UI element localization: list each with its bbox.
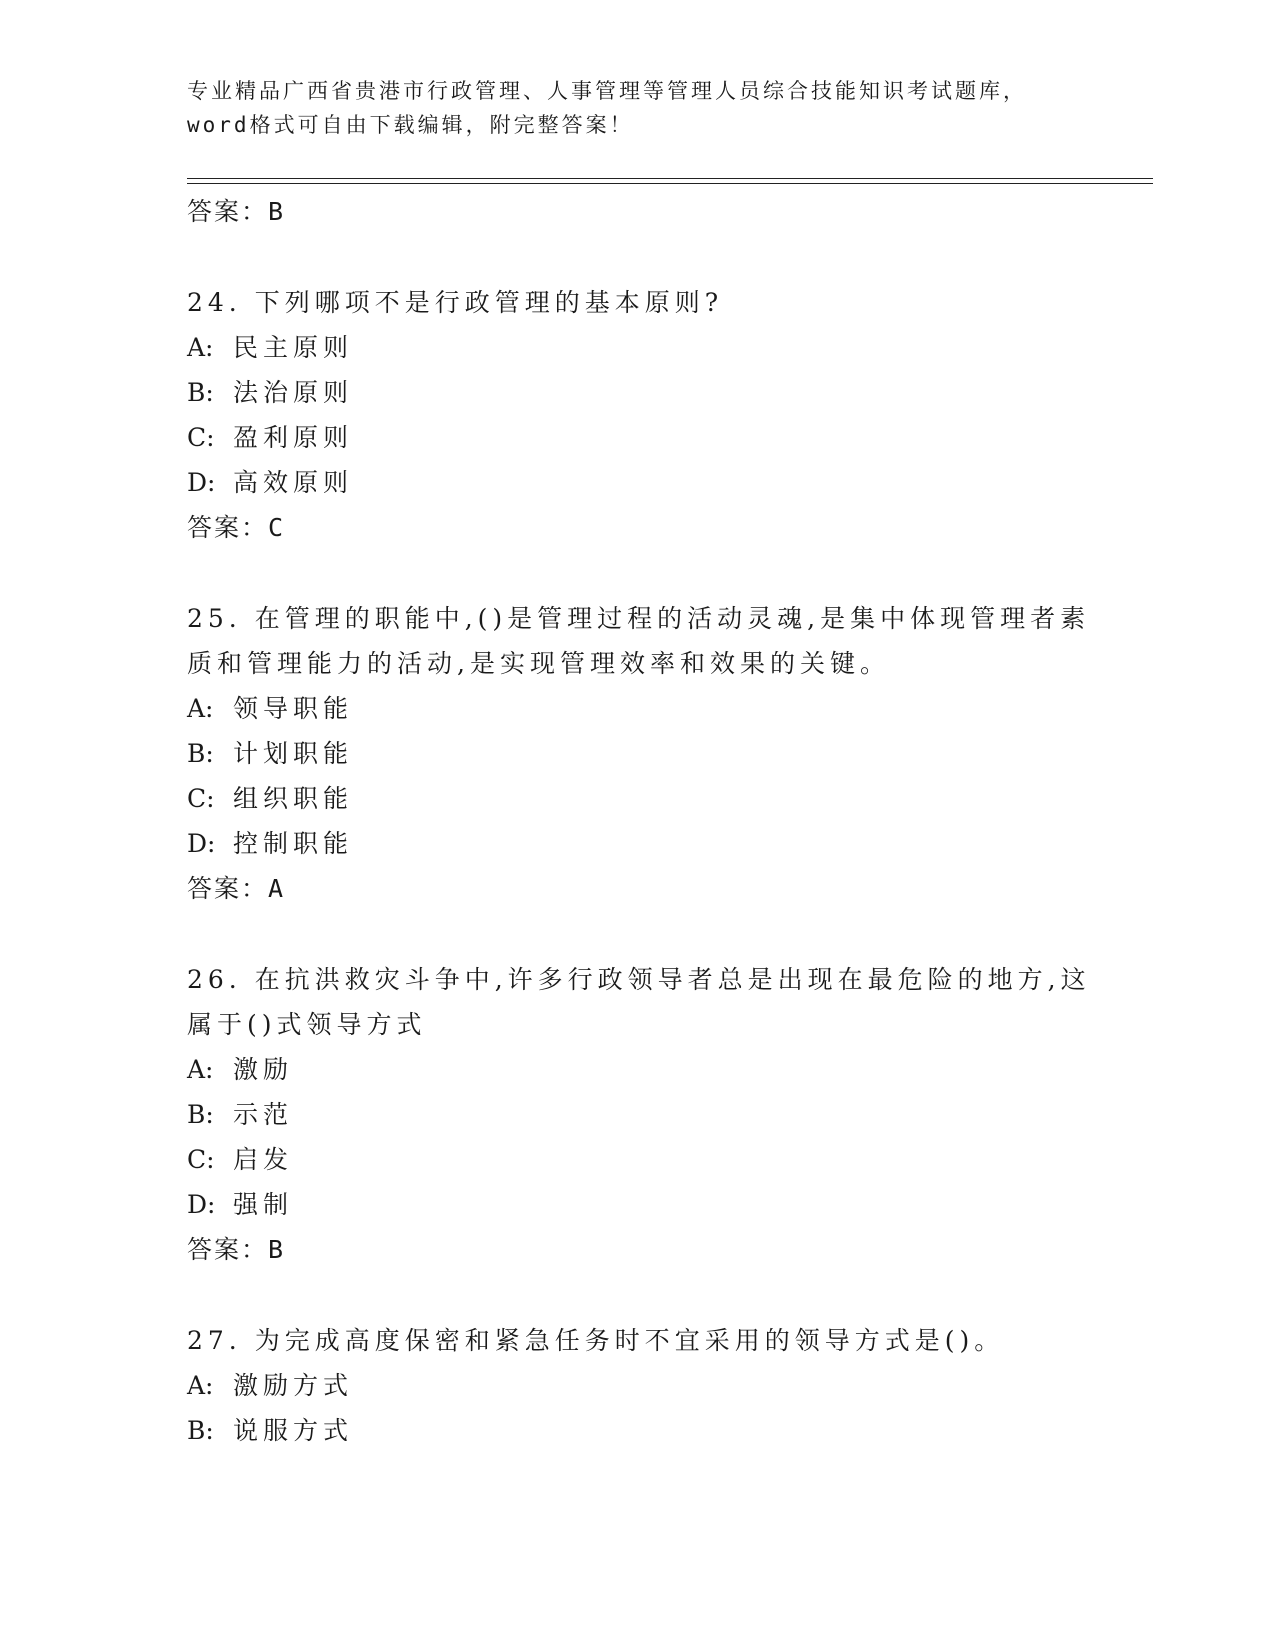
option-key: A:	[187, 333, 214, 362]
option-b	[187, 731, 1147, 776]
option-text: 民主原则	[233, 333, 354, 362]
option-d	[187, 1182, 1147, 1227]
question-content	[187, 189, 1147, 1453]
option-key: D:	[187, 1190, 216, 1219]
option-b	[187, 1092, 1147, 1137]
question-27	[187, 1318, 1147, 1453]
option-text: 计划职能	[233, 739, 354, 768]
option-text: 说服方式	[233, 1416, 354, 1445]
answer-label: 答案：	[187, 874, 269, 903]
answer-value: B	[268, 197, 286, 226]
option-c	[187, 1137, 1147, 1182]
answer-value: A	[268, 874, 286, 903]
question-stem-line-2: 属于()式领导方式	[187, 1010, 427, 1039]
option-text: 强制	[233, 1190, 294, 1219]
option-d	[187, 821, 1147, 866]
question-stem: 24. 下列哪项不是行政管理的基本原则?	[187, 288, 724, 317]
answer-value: B	[268, 1235, 286, 1264]
answer-value: C	[268, 513, 286, 542]
option-text: 高效原则	[233, 468, 354, 497]
option-text: 领导职能	[233, 694, 354, 723]
option-key: B:	[187, 1100, 214, 1129]
option-text: 组织职能	[233, 784, 354, 813]
option-c	[187, 776, 1147, 821]
option-text: 激励	[233, 1055, 294, 1084]
option-key: A:	[187, 694, 214, 723]
header-divider-bottom	[187, 183, 1153, 184]
option-key: B:	[187, 378, 214, 407]
option-key: C:	[187, 1145, 215, 1174]
option-b	[187, 370, 1147, 415]
answer-line-23	[187, 189, 1147, 234]
question-stem-line-1: 26. 在抗洪救灾斗争中,许多行政领导者总是出现在最危险的地方,这	[187, 965, 1091, 994]
header-line-2: word格式可自由下载编辑，附完整答案！	[187, 113, 634, 137]
option-a	[187, 325, 1147, 370]
header-divider-top	[187, 178, 1153, 179]
question-stem: 27. 为完成高度保密和紧急任务时不宜采用的领导方式是()。	[187, 1326, 1005, 1355]
option-key: D:	[187, 468, 216, 497]
option-b	[187, 1408, 1147, 1453]
option-key: A:	[187, 1055, 214, 1084]
question-24	[187, 280, 1147, 550]
option-text: 盈利原则	[233, 423, 354, 452]
answer-line	[187, 866, 1147, 911]
option-text: 启发	[233, 1145, 294, 1174]
option-key: B:	[187, 1416, 214, 1445]
option-text: 控制职能	[233, 829, 354, 858]
question-25	[187, 596, 1147, 911]
option-key: B:	[187, 739, 214, 768]
answer-line	[187, 1227, 1147, 1272]
option-key: D:	[187, 829, 216, 858]
answer-label: 答案：	[187, 197, 269, 226]
header-line-1: 专业精品广西省贵港市行政管理、人事管理等管理人员综合技能知识考试题库，	[187, 79, 1027, 103]
option-key: C:	[187, 784, 215, 813]
option-text: 法治原则	[233, 378, 354, 407]
question-stem-line-1: 25. 在管理的职能中,()是管理过程的活动灵魂,是集中体现管理者素	[187, 604, 1091, 633]
option-key: A:	[187, 1371, 214, 1400]
page-header	[187, 74, 1087, 142]
option-a	[187, 1047, 1147, 1092]
option-text: 示范	[233, 1100, 294, 1129]
option-text: 激励方式	[233, 1371, 354, 1400]
question-26	[187, 957, 1147, 1272]
option-a	[187, 1363, 1147, 1408]
option-a	[187, 686, 1147, 731]
option-c	[187, 415, 1147, 460]
answer-line	[187, 505, 1147, 550]
answer-label: 答案：	[187, 513, 269, 542]
option-key: C:	[187, 423, 215, 452]
option-d	[187, 460, 1147, 505]
answer-label: 答案：	[187, 1235, 269, 1264]
question-stem-line-2: 质和管理能力的活动,是实现管理效率和效果的关键。	[187, 649, 890, 678]
